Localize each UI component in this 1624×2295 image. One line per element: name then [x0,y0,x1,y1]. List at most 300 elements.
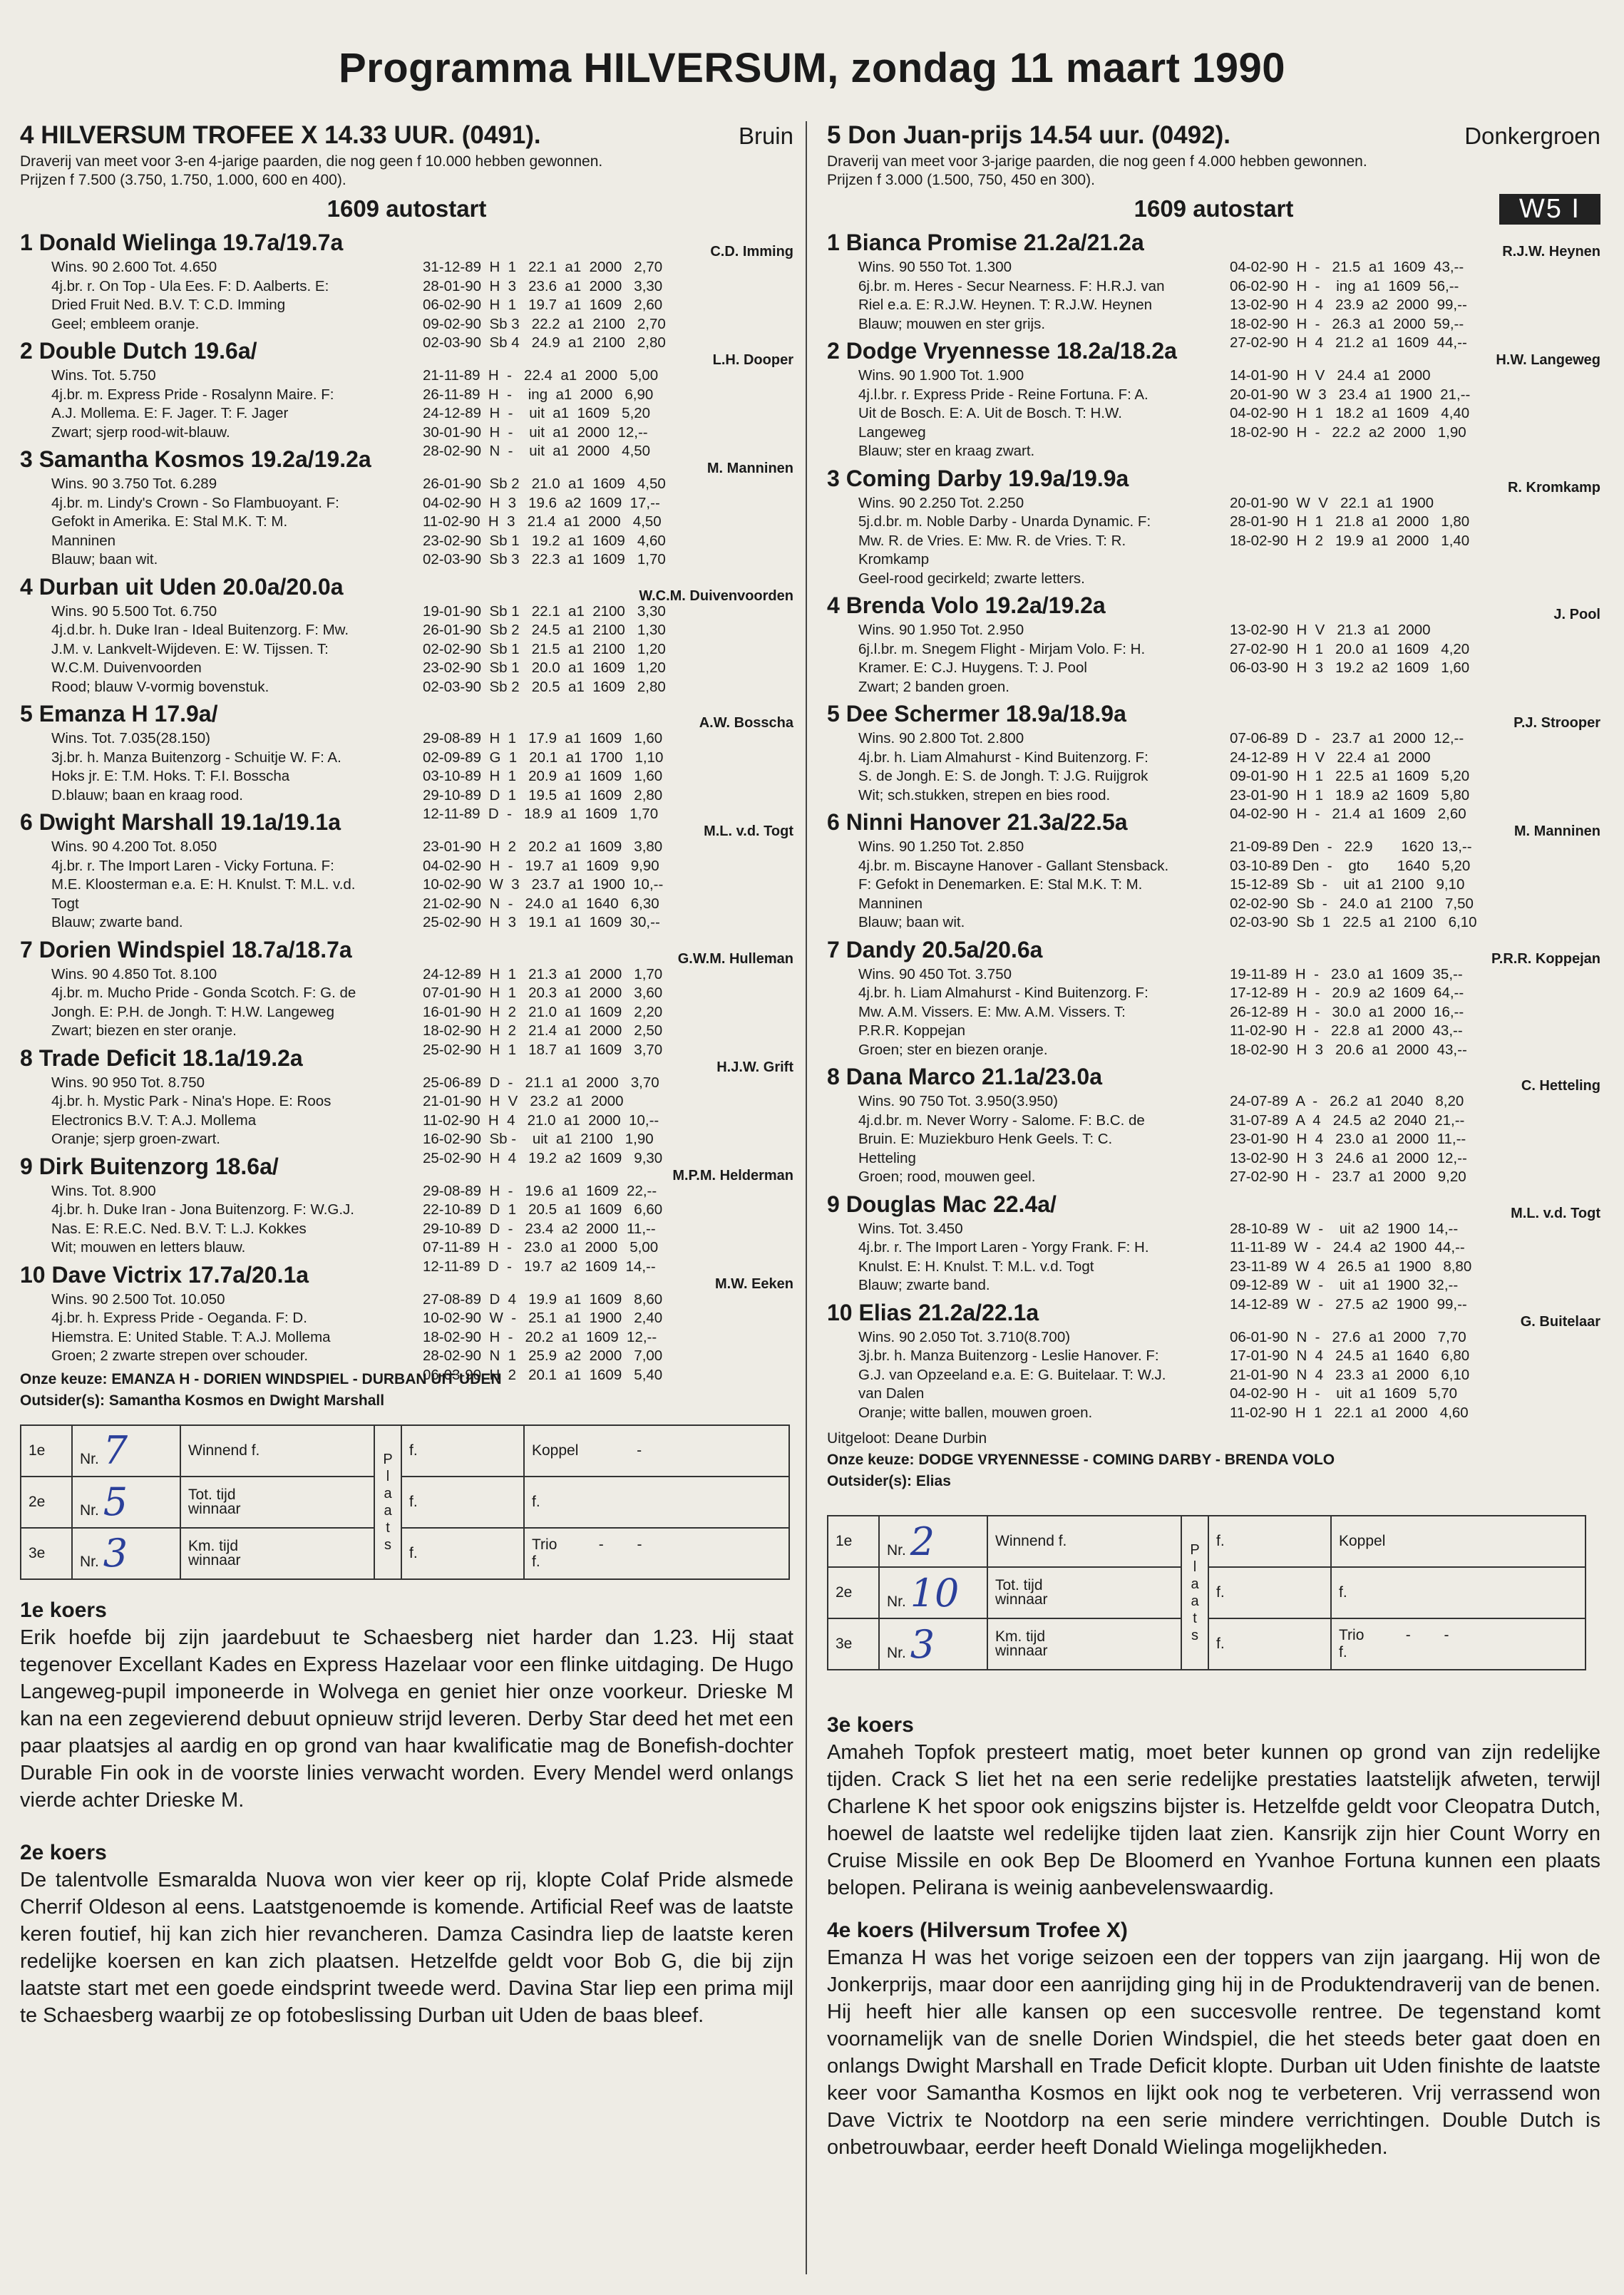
horse-info-line: W.C.M. Duivenvoorden [51,659,202,676]
horse-info-line: van Dalen [858,1385,925,1402]
tot-tijd-label: Tot. tijd winnaar [180,1477,374,1528]
horse-info-line: Wit; sch.stukken, strepen en bies rood. [858,786,1111,803]
conditions-line: Prijzen f 3.000 (1.500, 750, 450 en 300). [827,172,1095,188]
form-line: 07-01-90 H 1 20.3 a1 2000 3,60 [423,985,663,1001]
withdrawn: Uitgeloot: Deane Durbin [827,1430,987,1447]
horse-info-line: Wins. 90 750 Tot. 3.950(3.950) [858,1093,1058,1109]
form-line: 26-01-90 Sb 2 24.5 a1 2100 1,30 [423,622,666,638]
horse-info-line: Hoks jr. E: T.M. Hoks. T: F.I. Bosscha [51,768,290,784]
horse-name: 5 Dee Schermer 18.9a/18.9a [827,701,1126,727]
number-cell[interactable]: Nr. 7 [72,1425,180,1477]
race-heading [20,121,793,153]
form-line: 16-02-90 Sb - uit a1 2100 1,90 [423,1131,654,1147]
horse-info [20,366,441,442]
horse-info-line: Kromkamp [858,551,930,568]
form-line: 23-01-90 H 1 18.9 a2 1609 5,80 [1230,786,1470,803]
horse-info-line: Knulst. E: H. Knulst. T: M.L. v.d. Togt [858,1258,1094,1275]
horse-name: 4 Brenda Volo 19.2a/19.2a [827,592,1106,618]
horse-info-line: 4j.br. r. The Import Laren - Vicky Fortuna. F: [51,857,334,874]
form-line: 10-02-90 W 3 23.7 a1 1900 10,-- [423,876,664,893]
form-line: 18-02-90 H - 20.2 a1 1609 12,-- [423,1328,657,1345]
form-line: 28-10-89 W - uit a2 1900 14,-- [1230,1220,1459,1237]
koppel-amount[interactable]: f. [1331,1567,1586,1618]
form-line: 03-10-89 H 1 20.9 a1 1609 1,60 [423,768,663,784]
conditions-line: Prijzen f 7.500 (3.750, 1.750, 1.000, 600 en 400). [20,172,346,188]
form-line: 09-02-90 Sb 3 22.2 a1 2100 2,70 [423,315,666,332]
horse-list [827,230,1600,1422]
form-line: 18-02-90 H 2 19.9 a1 2000 1,40 [1230,532,1470,549]
horse-name: 3 Samantha Kosmos 19.2a/19.2a [20,446,371,472]
horse-info-line: J.M. v. Lankvelt-Wijdeven. E: W. Tijssen. T: [51,640,329,657]
form-line: 29-10-89 D 1 19.5 a1 1609 2,80 [423,786,663,803]
form-line: 20-01-90 W V 22.1 a1 1900 [1230,494,1434,511]
horse-info-line: Wins. 90 450 Tot. 3.750 [858,965,1012,982]
horse-form [1230,621,1600,678]
number-cell[interactable]: Nr. 3 [72,1528,180,1579]
horse-info-line: Oranje; sjerp groen-zwart. [51,1131,220,1147]
plaats-field[interactable]: f. [1208,1618,1331,1670]
horse-trainer: M.L. v.d. Togt [704,823,793,839]
horse-info-line: Electronics B.V. T: A.J. Mollema [51,1111,257,1129]
horse-info [827,258,1248,334]
form-line: 07-11-89 H - 23.0 a1 2000 5,00 [423,1239,659,1256]
horse-entry [20,809,793,933]
horse-trainer: W.C.M. Duivenvoorden [639,587,793,604]
horse-info [827,1092,1248,1187]
form-line: 02-02-90 Sb 1 21.5 a1 2100 1,20 [423,640,666,657]
horse-form [1230,1092,1600,1187]
horse-info-line: Wins. 90 4.850 Tot. 8.100 [51,965,217,982]
form-line: 06-01-90 N - 27.6 a1 2000 7,70 [1230,1328,1466,1345]
preview-text: Erik hoefde bij zijn jaardebuut te Schaesberg niet harder dan 1.23. Hij staat tegenover Excellant Kades en Express Hazelaar voor een flinke uitdaging. De Hugo Langeweg-pupil imponeerde in Wolvega en geniet hier onze voorkeur. Drieske M kan na een zegevierend debuut opnieuw strijd leveren. Derby Star deed het met een paar plaatsjes al aardig en op grond van haar kwalificatie mag de Bonefish-dochter Durable Fin ook in de voorste linies verwacht worden. Every Mendel werd onlangs vierde achter Drieske M. [20,1626,793,1812]
horse-info [827,494,1248,589]
horse-info [827,621,1248,697]
horse-info-line: 4j.br. h. Mystic Park - Nina's Hope. E: Roos [51,1093,332,1109]
form-line: 22-10-89 D 1 20.5 a1 1609 6,60 [423,1201,663,1218]
preview-race-1 [20,1598,793,1814]
form-line: 24-12-89 H V 22.4 a1 2000 [1230,749,1431,766]
race-conditions [827,153,1600,190]
horse-name: 9 Douglas Mac 22.4a/ [827,1191,1057,1217]
plaats-field[interactable]: f. [1208,1567,1331,1618]
horse-info-line: Togt [51,895,79,912]
horse-info [827,366,1248,461]
form-line: 17-12-89 H - 20.9 a2 1609 64,-- [1230,985,1464,1001]
preview-title: 2e koers [20,1840,107,1864]
horse-info-line: Riel e.a. E: R.J.W. Heynen. T: R.J.W. Heynen [858,297,1153,313]
horse-trainer: L.H. Dooper [712,352,793,368]
place-label: 1e [21,1425,72,1477]
horse-info-line: P.R.R. Koppejan [858,1022,966,1039]
horse-name: 3 Coming Darby 19.9a/19.9a [827,465,1129,491]
horse-info [827,1220,1248,1295]
number-cell[interactable]: Nr. 2 [879,1516,987,1567]
preview-title: 3e koers [827,1713,914,1737]
handwritten-number: 7 [103,1428,128,1473]
conditions-line: Draverij van meet voor 3-en 4-jarige paarden, die nog geen f 10.000 hebben gewonnen. [20,153,603,170]
horse-info-line: A.J. Mollema. E: F. Jager. T: F. Jager [51,405,289,421]
horse-trainer: A.W. Bosscha [699,715,793,731]
form-line: 04-02-90 H - 21.5 a1 1609 43,-- [1230,259,1464,275]
horse-info-line: 4j.br. m. Biscayne Hanover - Gallant Stensback. [858,857,1169,874]
horse-trainer: G. Buitelaar [1520,1313,1600,1330]
horse-info-line: Oranje; witte ballen, mouwen groen. [858,1404,1093,1421]
horse-info-line: Blauw; baan wit. [858,914,965,930]
form-line: 04-02-90 H - 21.4 a1 1609 2,60 [1230,806,1466,822]
horse-name: 6 Dwight Marshall 19.1a/19.1a [20,809,341,835]
horse-info-line: 4j.br. m. Mucho Pride - Gonda Scotch. F: G. de [51,985,356,1001]
horse-info-line: Wins. 90 2.600 Tot. 4.650 [51,259,217,275]
form-line: 26-01-90 Sb 2 21.0 a1 1609 4,50 [423,476,666,492]
form-line: 13-02-90 H 3 24.6 a1 2000 12,-- [1230,1149,1467,1166]
form-line: 28-02-90 N - uit a1 2000 4,50 [423,443,651,459]
horse-info-line: Wins. 90 2.800 Tot. 2.800 [858,730,1024,746]
form-line: 21-01-90 N 4 23.3 a1 2000 6,10 [1230,1366,1470,1383]
horse-info-line: 4j.br. h. Liam Almahurst - Kind Buitenzorg. F: [858,985,1148,1001]
trio-field[interactable]: Trio - - f. [1331,1618,1586,1670]
koppel-amount[interactable]: f. [524,1477,789,1528]
form-line: 04-02-90 H 1 18.2 a1 1609 4,40 [1230,405,1470,421]
place-label: 3e [828,1618,879,1670]
page-title: Programma HILVERSUM, zondag 11 maart 1990 [338,45,1286,91]
horse-info-line: Wins. 90 3.750 Tot. 6.289 [51,476,217,492]
form-line: 03-10-89 Den - gto 1640 5,20 [1230,857,1471,874]
plaats-field[interactable]: f. [401,1477,524,1528]
form-line: 19-01-90 Sb 1 22.1 a1 2100 3,30 [423,602,666,620]
form-line: 23-01-90 H 2 20.2 a1 1609 3,80 [423,838,663,855]
column-divider [806,121,807,2274]
horse-entry [20,446,793,570]
preview-race-4 [827,1919,1600,2161]
horse-entry [827,338,1600,461]
horse-info-line: Wins. 90 1.950 Tot. 2.950 [858,622,1024,638]
form-line: 28-01-90 H 1 21.8 a1 2000 1,80 [1230,513,1470,530]
horse-info [20,729,441,805]
horse-info-line: 3j.br. h. Manza Buitenzorg - Schuitje W. F: A. [51,749,341,766]
results-table [827,1515,1586,1670]
horse-info-line: Wins. Tot. 8.900 [51,1182,156,1199]
horse-info [20,1290,441,1366]
form-line: 25-02-90 H 3 19.1 a1 1609 30,-- [423,914,660,930]
form-line: 25-02-90 H 1 18.7 a1 1609 3,70 [423,1041,663,1058]
horse-info-line: Geel; embleem oranje. [51,315,200,332]
form-line: 23-01-90 H 4 23.0 a1 2000 11,-- [1230,1131,1466,1147]
horse-entry [827,592,1600,697]
horse-info-line: Wins. 90 5.500 Tot. 6.750 [51,602,217,620]
horse-info-line: 4j.br. h. Express Pride - Oeganda. F: D. [51,1310,307,1326]
horse-info [827,965,1248,1060]
form-line: 04-02-90 H - uit a1 1609 5,70 [1230,1385,1458,1402]
form-line: 11-02-90 H 4 21.0 a1 2000 10,-- [423,1111,659,1129]
horse-name: 10 Dave Victrix 17.7a/20.1a [20,1261,309,1288]
form-line: 29-08-89 H - 19.6 a1 1609 22,-- [423,1182,657,1199]
trio-field[interactable]: Trio - - f. [524,1528,789,1579]
horse-info-line: Wins. 90 2.500 Tot. 10.050 [51,1290,225,1308]
tot-tijd-label: Tot. tijd winnaar [987,1567,1181,1618]
koppel-field[interactable]: Koppel [1331,1516,1586,1567]
horse-name: 10 Elias 21.2a/22.1a [827,1299,1039,1325]
form-line: 26-12-89 H - 30.0 a1 2000 16,-- [1230,1003,1464,1020]
horse-info-line: F: Gefokt in Denemarken. E: Stal M.K. T: M. [858,876,1143,893]
form-line: 21-11-89 H - 22.4 a1 2000 5,00 [423,367,659,384]
form-line: 25-06-89 D - 21.1 a1 2000 3,70 [423,1074,659,1091]
horse-info-line: 6j.l.br. m. Snegem Flight - Mirjam Volo. F: H. [858,640,1146,657]
form-line: 11-02-90 H - 22.8 a1 2000 43,-- [1230,1022,1463,1039]
horse-info-line: Wins. 90 550 Tot. 1.300 [858,259,1012,275]
horse-info-line: Jongh. E: P.H. de Jongh. T: H.W. Langeweg [51,1003,334,1020]
form-line: 31-12-89 H 1 22.1 a1 2000 2,70 [423,259,663,275]
start-type: 1609 autostart [327,195,487,222]
form-line: 10-02-90 W - 25.1 a1 1900 2,40 [423,1310,663,1326]
horse-info-line: Manninen [51,532,116,549]
horse-info-line: Langeweg [858,423,926,441]
horse-form [1230,838,1600,933]
horse-trainer: H.W. Langeweg [1496,352,1600,368]
race-color: Donkergroen [1464,123,1600,149]
form-line: 27-02-90 H 1 20.0 a1 1609 4,20 [1230,640,1470,657]
horse-info-line: Wins. Tot. 3.450 [858,1220,963,1237]
start-type: 1609 autostart W5 I [827,195,1600,230]
horse-name: 2 Dodge Vryennesse 18.2a/18.2a [827,338,1177,364]
horse-form [423,602,793,697]
horse-form [423,475,793,570]
km-tijd-label: Km. tijd winnaar [987,1618,1181,1670]
form-line: 09-12-89 W - uit a1 1900 32,-- [1230,1277,1459,1293]
horse-info-line: Dried Fruit Ned. B.V. T: C.D. Imming [51,297,286,313]
horse-name: 5 Emanza H 17.9a/ [20,701,218,727]
plaats-field[interactable]: f. [401,1528,524,1579]
horse-entry [827,809,1600,933]
form-line: 16-01-90 H 2 21.0 a1 1609 2,20 [423,1003,663,1020]
horse-info-line: Rood; blauw V-vormig bovenstuk. [51,678,269,695]
form-line: 12-11-89 D - 18.9 a1 1609 1,70 [423,806,659,822]
horse-info-line: 4j.br. m. Express Pride - Rosalynn Maire. F: [51,386,334,403]
number-cell[interactable]: Nr. 5 [72,1477,180,1528]
horse-info-line: Blauw; baan wit. [51,551,158,568]
horse-trainer: M. Manninen [706,461,793,476]
place-label: 3e [21,1528,72,1579]
form-line: 23-02-90 Sb 1 20.0 a1 1609 1,20 [423,659,666,676]
form-line: 02-09-89 G 1 20.1 a1 1700 1,10 [423,749,664,766]
horse-info-line: Uit de Bosch. E: A. Uit de Bosch. T: H.W. [858,405,1122,421]
horse-form [1230,366,1600,442]
horse-trainer: M.P.M. Helderman [672,1167,793,1184]
form-line: 21-02-90 N - 24.0 a1 1640 6,30 [423,895,659,912]
horse-form [1230,1328,1600,1423]
horse-trainer: H.J.W. Grift [716,1059,793,1075]
form-line: 24-12-89 H 1 21.3 a1 2000 1,70 [423,965,663,982]
form-line: 14-12-89 W - 27.5 a2 1900 99,-- [1230,1295,1467,1313]
form-line: 27-02-90 H 4 21.2 a1 1609 44,-- [1230,334,1467,351]
horse-info-line: Groen; ster en biezen oranje. [858,1041,1048,1058]
horse-info [20,1182,441,1258]
form-line: 26-11-89 H - ing a1 2000 6,90 [423,386,654,403]
form-line: 27-08-89 D 4 19.9 a1 1609 8,60 [423,1290,663,1308]
form-line: 11-02-90 H 1 22.1 a1 2000 4,60 [1230,1404,1469,1421]
plaats-field[interactable]: f. [1208,1516,1331,1567]
horse-info-line: 4j.br. r. The Import Laren - Yorgy Frank. F: H. [858,1239,1149,1256]
horse-trainer: P.J. Strooper [1513,715,1600,731]
number-cell[interactable]: Nr. 10 [879,1567,987,1618]
plaats-label: P l a a t s [374,1425,401,1579]
preview-text: De talentvolle Esmaralda Nuova won vier keer op rij, klopte Colaf Pride alsmede Cherrif Oldeson al eens. Laatstgenoemde is komende. Artificial Reef was de laatste keren foutief, hij kan zich hier revancheren. Damza Casindra liep de laatste keren redelijke koersen en kan zich plaatsen. Hetzelfde geldt voor Bob G, die bij zijn laatste start met een goede eindsprint tweede werd. Davina Star liep een prima mijl te Schaesberg waarbij ze op fotobeslissing Durban uit Uden de baas bleef. [20,1868,793,2027]
horse-trainer: C.D. Imming [710,244,793,260]
form-line: 18-02-90 H 2 21.4 a1 2000 2,50 [423,1022,663,1039]
horse-info-line: Wins. 90 1.250 Tot. 2.850 [858,838,1024,855]
horse-name: 4 Durban uit Uden 20.0a/20.0a [20,573,344,600]
form-line: 29-10-89 D - 23.4 a2 2000 11,-- [423,1220,656,1237]
horse-info-line: Wit; mouwen en letters blauw. [51,1239,246,1256]
horse-entry [827,937,1600,1060]
form-line: 21-09-89 Den - 22.9 1620 13,-- [1230,838,1472,855]
form-line: 11-02-90 H 3 21.4 a1 2000 4,50 [423,513,662,530]
horse-info-line: 5j.d.br. m. Noble Darby - Unarda Dynamic. F: [858,513,1151,530]
horse-info [20,475,441,570]
form-line: 12-11-89 D - 19.7 a2 1609 14,-- [423,1258,656,1275]
horse-info-line: Wins. 90 1.900 Tot. 1.900 [858,367,1024,384]
preview-text: Amaheh Topfok presteert matig, moet beter kunnen op grond van zijn redelijke tijden. Crack S liet het na een serie redelijke prestaties laatstelijk afweten, terwijl Charlene K het spoor ook enigszins bijster is. Hetzelfde geldt voor Cleopatra Dutch, hoewel de laatste wel redelijke tijden laat zien. Kansrijk zijn hier Count Worry en Cruise Missile en ook Bep De Bloomerd en Yvanhoe Fortuna kunnen een plaats belopen. Pelirana is weinig aanbevelenswaardig. [827,1741,1600,1899]
horse-info-line: Gefokt in Amerika. E: Stal M.K. T: M. [51,513,288,530]
preview-title: 4e koers (Hilversum Trofee X) [827,1919,1128,1942]
horse-trainer: R. Kromkamp [1507,479,1600,496]
race-heading [827,121,1600,153]
form-line: 06-03-90 H 2 20.1 a1 1609 5,40 [423,1366,663,1383]
race-color: Bruin [738,123,793,149]
form-line: 27-02-90 H - 23.7 a1 2000 9,20 [1230,1169,1466,1185]
handwritten-number: 3 [910,1621,935,1667]
horse-info-line: 4j.l.br. r. Express Pride - Reine Fortuna. F: A. [858,386,1148,403]
horse-info-line: Wins. 90 2.050 Tot. 3.710(8.700) [858,1328,1071,1345]
race-title: 4 HILVERSUM TROFEE X 14.33 UUR. (0491). [20,121,541,149]
winnend-label: Winnend f. [987,1516,1181,1567]
form-line: 09-01-90 H 1 22.5 a1 1609 5,20 [1230,768,1470,784]
horse-info [827,729,1248,805]
horse-trainer: G.W.M. Hulleman [677,950,793,967]
form-line: 14-01-90 H V 24.4 a1 2000 [1230,367,1431,384]
horse-info-line: Bruin. E: Muziekburo Henk Geels. T: C. [858,1131,1113,1147]
horse-entry [827,1300,1600,1423]
horse-info-line: Hetteling [858,1149,916,1166]
horse-info [20,965,441,1041]
form-line: 02-03-90 Sb 1 22.5 a1 2100 6,10 [1230,914,1477,930]
horse-form [1230,965,1600,1060]
form-line: 15-12-89 Sb - uit a1 2100 9,10 [1230,876,1465,893]
horse-info-line: Mw. A.M. Vissers. E: Mw. A.M. Vissers. T: [858,1003,1126,1020]
stamp-badge: W5 I [1499,194,1600,225]
horse-trainer: M.W. Eeken [714,1275,793,1292]
plaats-field[interactable]: f. [401,1425,524,1477]
preview-race-2 [20,1841,793,2029]
horse-info-line: Groen; 2 zwarte strepen over schouder. [51,1347,309,1364]
form-line: 02-02-90 Sb - 24.0 a1 2100 7,50 [1230,895,1474,912]
form-line: 24-07-89 A - 26.2 a1 2040 8,20 [1230,1093,1464,1109]
form-line: 04-02-90 H 3 19.6 a2 1609 17,-- [423,494,660,511]
horse-info-line: S. de Jongh. E: S. de Jongh. T: J.G. Ruijgrok [858,768,1148,784]
form-line: 11-11-89 W - 24.4 a2 1900 44,-- [1230,1239,1465,1256]
conditions-line: Draverij van meet voor 3-jarige paarden, die nog geen f 4.000 hebben gewonnen. [827,153,1367,170]
horse-info-line: Groen; rood, mouwen geel. [858,1169,1036,1185]
km-tijd-label: Km. tijd winnaar [180,1528,374,1579]
koppel-field[interactable]: Koppel - [524,1425,789,1477]
horse-info-line: Zwart; biezen en ster oranje. [51,1022,237,1039]
horse-info-line: 4j.br. h. Liam Almahurst - Kind Buitenzorg. F: [858,749,1148,766]
horse-info-line: Kramer. E: C.J. Huygens. T: J. Pool [858,659,1087,676]
horse-info-line: D.blauw; baan en kraag rood. [51,786,243,803]
outsiders: Outsider(s): Samantha Kosmos en Dwight Marshall [20,1392,385,1409]
horse-info [20,602,441,697]
form-line: 13-02-90 H 4 23.9 a2 2000 99,-- [1230,297,1467,313]
form-line: 28-01-90 H 3 23.6 a1 2000 3,30 [423,277,663,294]
horse-info [20,1074,441,1149]
form-line: 25-02-90 H 4 19.2 a2 1609 9,30 [423,1149,663,1166]
horse-info [20,258,441,334]
results-table [20,1424,790,1580]
horse-info-line: 4j.d.br. m. Never Worry - Salome. F: B.C. de [858,1111,1145,1129]
handwritten-number: 2 [910,1519,935,1564]
form-line: 02-03-90 Sb 3 22.3 a1 1609 1,70 [423,551,666,568]
horse-info-line: Zwart; 2 banden groen. [858,678,1009,695]
number-cell[interactable]: Nr. 3 [879,1618,987,1670]
form-line: 19-11-89 H - 23.0 a1 1609 35,-- [1230,965,1463,982]
horse-info-line: 6j.br. m. Heres - Secur Nearness. F: H.R.J. van [858,277,1165,294]
form-line: 24-12-89 H - uit a1 1609 5,20 [423,405,651,421]
horse-name: 1 Donald Wielinga 19.7a/19.7a [20,230,344,255]
horse-info-line: 4j.br. r. On Top - Ula Ees. F: D. Aalberts. E: [51,277,329,294]
form-line: 17-01-90 N 4 24.5 a1 1640 6,80 [1230,1347,1470,1364]
form-line: 28-02-90 N 1 25.9 a2 2000 7,00 [423,1347,663,1364]
form-line: 07-06-89 D - 23.7 a1 2000 12,-- [1230,730,1464,746]
horse-info-line: 4j.br. h. Duke Iran - Jona Buitenzorg. F: W.G.J. [51,1201,354,1218]
form-line: 20-01-90 W 3 23.4 a1 1900 21,-- [1230,386,1471,403]
form-line: 18-02-90 H - 22.2 a2 2000 1,90 [1230,423,1466,441]
form-line: 31-07-89 A 4 24.5 a2 2040 21,-- [1230,1111,1465,1129]
horse-name: 7 Dandy 20.5a/20.6a [827,936,1043,962]
winnend-label: Winnend f. [180,1425,374,1477]
form-line: 23-11-89 W 4 26.5 a1 1900 8,80 [1230,1258,1472,1275]
horse-trainer: C. Hetteling [1521,1078,1600,1094]
horse-name: 7 Dorien Windspiel 18.7a/18.7a [20,936,352,962]
horse-name: 6 Ninni Hanover 21.3a/22.5a [827,809,1128,835]
horse-name: 9 Dirk Buitenzorg 18.6a/ [20,1153,279,1179]
horse-info-line: Hiemstra. E: United Stable. T: A.J. Mollema [51,1328,331,1345]
horse-form [1230,494,1600,551]
race-title: 5 Don Juan-prijs 14.54 uur. (0492). [827,121,1231,149]
right-column [827,121,1600,2161]
horse-info-line: Wins. 90 2.250 Tot. 2.250 [858,494,1024,511]
our-choice: Onze keuze: DODGE VRYENNESSE - COMING DARBY - BRENDA VOLO [827,1452,1335,1468]
horse-trainer: J. Pool [1553,607,1600,622]
form-line: 30-01-90 H - uit a1 2000 12,-- [423,423,648,441]
horse-info-line: G.J. van Opzeeland e.a. E: G. Buitelaar. T: W.J. [858,1366,1166,1383]
horse-name: 1 Bianca Promise 21.2a/21.2a [827,230,1144,255]
place-label: 2e [828,1567,879,1618]
horse-info [20,838,441,933]
handwritten-number: 5 [103,1479,128,1524]
race-conditions [20,153,793,190]
horse-name: 8 Dana Marco 21.1a/23.0a [827,1064,1103,1089]
horse-info [827,1328,1248,1423]
preview-title: 1e koers [20,1598,107,1622]
form-line: 02-03-90 Sb 4 24.9 a1 2100 2,80 [423,334,666,351]
form-line: 29-08-89 H 1 17.9 a1 1609 1,60 [423,730,663,746]
form-line: 06-02-90 H - ing a1 1609 56,-- [1230,277,1459,294]
horse-trainer: M.L. v.d. Togt [1511,1205,1600,1221]
horse-info-line: Mw. R. de Vries. E: Mw. R. de Vries. T: R. [858,532,1126,549]
place-label: 2e [21,1477,72,1528]
horse-info-line: 3j.br. h. Manza Buitenzorg - Leslie Hanover. F: [858,1347,1159,1364]
form-line: 21-01-90 H V 23.2 a1 2000 [423,1093,624,1109]
horse-info-line: Manninen [858,895,923,912]
